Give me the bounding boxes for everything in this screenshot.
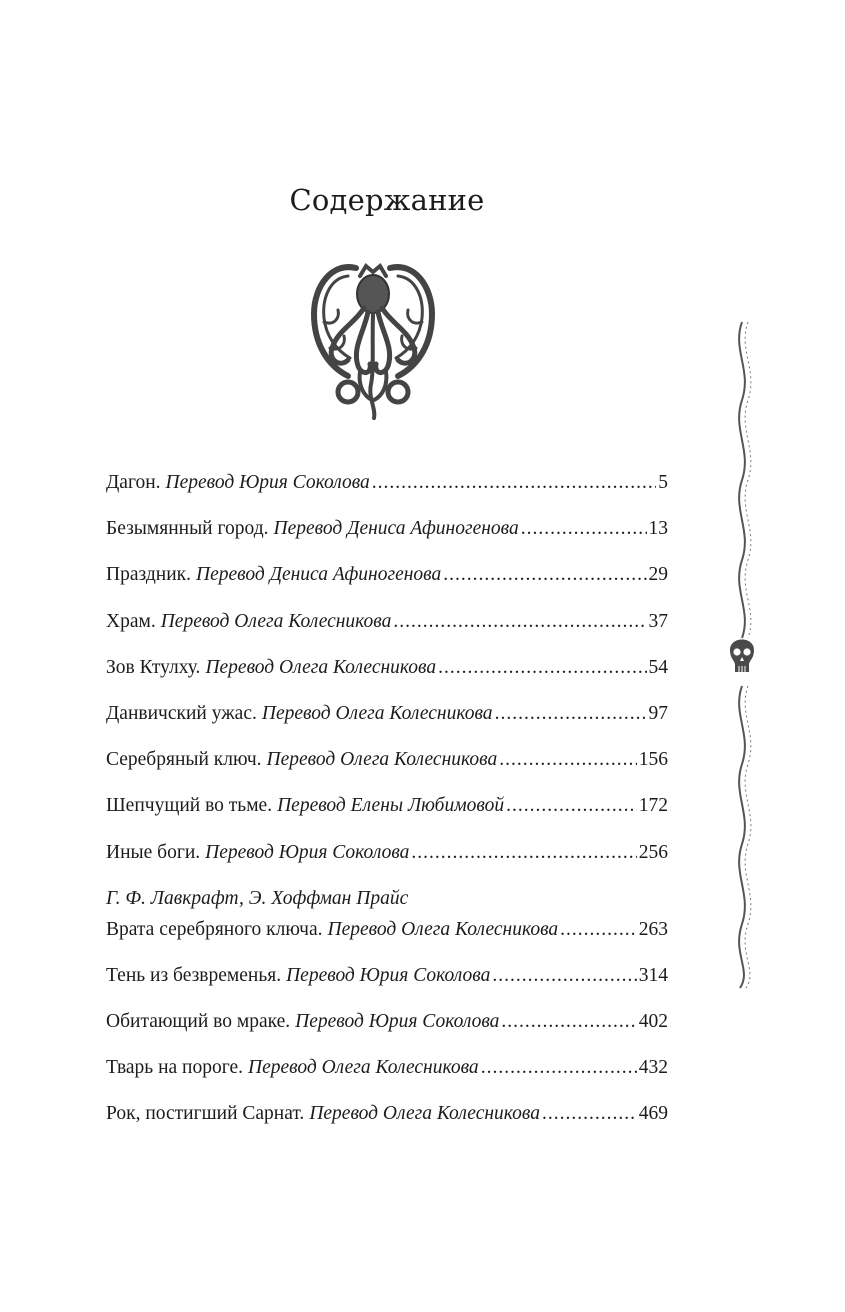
side-border-ornament: [722, 320, 762, 990]
toc-entry[interactable]: Безымянный город. Перевод Дениса Афиногенова ..... 13: [106, 518, 668, 564]
table-of-contents: [106, 472, 668, 1150]
toc-entry[interactable]: Обитающий во мраке. Перевод Юрия Соколова ..... 402: [106, 1011, 668, 1057]
toc-entry[interactable]: Праздник. Перевод Дениса Афиногенова ..... 29: [106, 564, 668, 610]
toc-entry[interactable]: Тень из безвременья. Перевод Юрия Соколова ..... 314: [106, 965, 668, 1011]
toc-entry[interactable]: Храм. Перевод Олега Колесникова ..... 37: [106, 611, 668, 657]
toc-entry[interactable]: Дагон. Перевод Юрия Соколова ..... 5: [106, 472, 668, 518]
toc-entry[interactable]: Данвичский ужас. Перевод Олега Колесникова ..... 97: [106, 703, 668, 749]
cthulhu-emblem-icon: [308, 252, 438, 422]
skull-icon: [730, 640, 754, 673]
toc-entry[interactable]: Рок, постигший Сарнат. Перевод Олега Колесникова ..... 469: [106, 1103, 668, 1149]
page-title: Содержание: [289, 183, 485, 217]
toc-entry[interactable]: Серебряный ключ. Перевод Олега Колесникова ..... 156: [106, 749, 668, 795]
toc-coauthors: Г. Ф. Лавкрафт, Э. Хоффман Прайс: [106, 887, 409, 909]
toc-entry[interactable]: Шепчущий во тьме. Перевод Елены Любимовой ..... 172: [106, 795, 668, 841]
toc-entry[interactable]: Иные боги. Перевод Юрия Соколова ..... 256: [106, 842, 668, 888]
toc-entry[interactable]: Зов Ктулху. Перевод Олега Колесникова ..... 54: [106, 657, 668, 703]
toc-entry[interactable]: Врата серебряного ключа. Перевод Олега Колесникова ..... 263: [106, 919, 668, 965]
toc-entry[interactable]: Тварь на пороге. Перевод Олега Колесникова ..... 432: [106, 1057, 668, 1103]
